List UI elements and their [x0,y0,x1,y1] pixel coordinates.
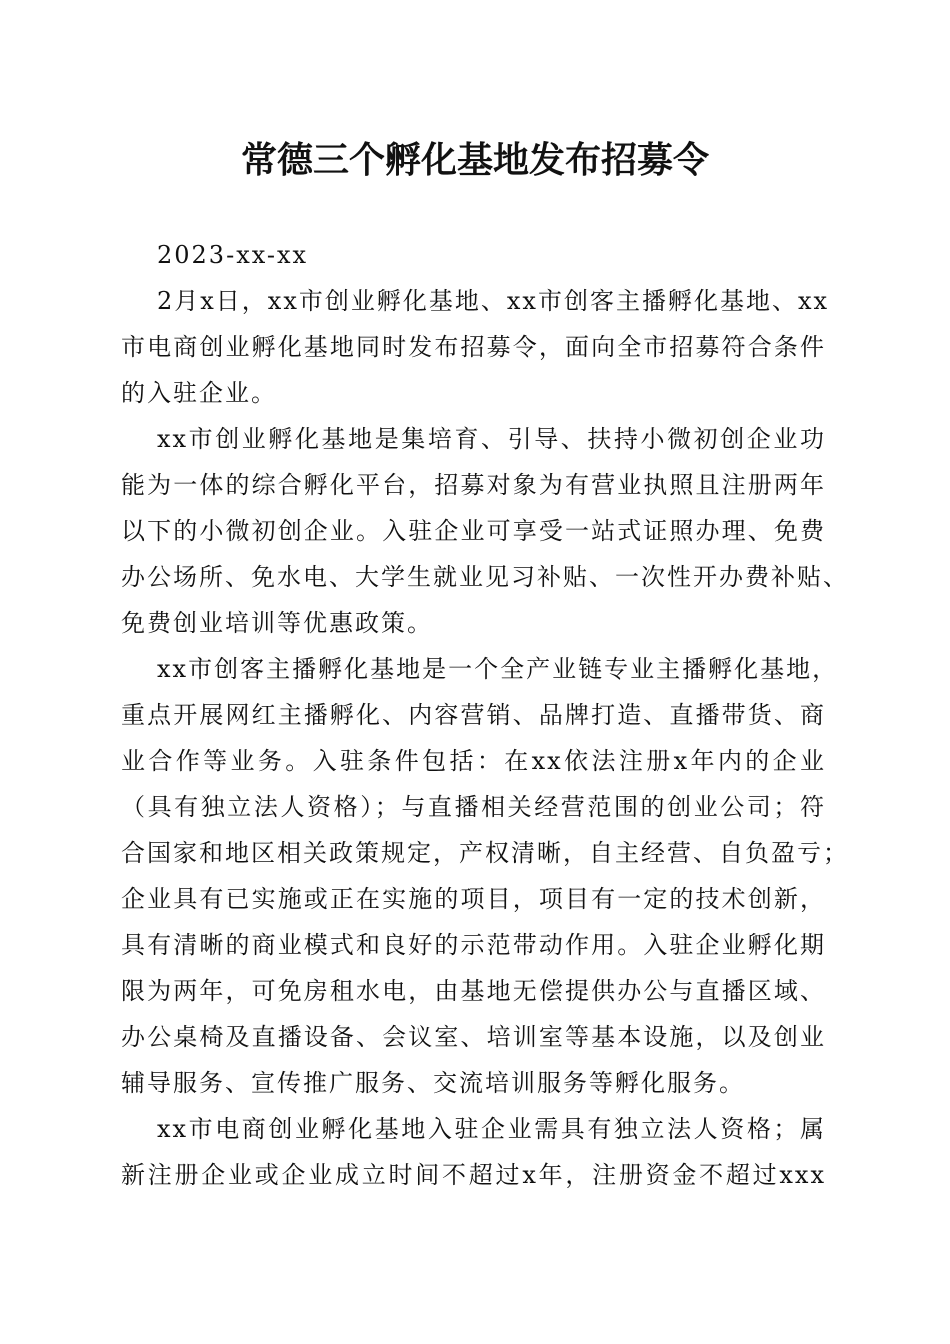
paragraph-line: 业合作等业务。入驻条件包括：在xx依法注册x年内的企业 [121,747,826,775]
paragraph-line: 以下的小微初创企业。入驻企业可享受一站式证照办理、免费 [121,517,826,545]
document-date: 2023-xx-xx [157,241,309,269]
paragraph-line: 合国家和地区相关政策规定，产权清晰，自主经营、自负盈亏； [121,839,849,867]
paragraph-line: xx市创业孵化基地是集培育、引导、扶持小微初创企业功 [157,425,826,453]
paragraph-line: 市电商创业孵化基地同时发布招募令，面向全市招募符合条件 [121,333,826,361]
paragraph-line: 企业具有已实施或正在实施的项目，项目有一定的技术创新， [121,885,826,913]
document-title: 常德三个孵化基地发布招募令 [240,139,709,181]
paragraph-line: 辅导服务、宣传推广服务、交流培训服务等孵化服务。 [121,1069,745,1097]
paragraph-4 [121,1106,826,1198]
paragraph-line: xx市电商创业孵化基地入驻企业需具有独立法人资格；属 [157,1115,826,1143]
paragraph-line: 办公场所、免水电、大学生就业见习补贴、一次性开办费补贴、 [121,563,849,591]
paragraph-line: 限为两年，可免房租水电，由基地无偿提供办公与直播区域、 [121,977,826,1005]
document-body [121,232,849,1198]
paragraph-1 [121,278,830,416]
paragraph-line: 新注册企业或企业成立时间不超过x年，注册资金不超过xxx [121,1161,826,1189]
paragraph-3 [121,646,849,1106]
paragraph-line: （具有独立法人资格）；与直播相关经营范围的创业公司；符 [121,793,826,821]
paragraph-line: 2月x日，xx市创业孵化基地、xx市创客主播孵化基地、xx [157,287,830,315]
paragraph-line: 免费创业培训等优惠政策。 [121,609,433,637]
paragraph-2 [121,416,849,646]
paragraph-line: 的入驻企业。 [121,379,277,407]
paragraph-line: 办公桌椅及直播设备、会议室、培训室等基本设施，以及创业 [121,1023,826,1051]
paragraph-line: 重点开展网红主播孵化、内容营销、品牌打造、直播带货、商 [121,701,826,729]
paragraph-line: xx市创客主播孵化基地是一个全产业链专业主播孵化基地， [157,655,839,683]
paragraph-line: 具有清晰的商业模式和良好的示范带动作用。入驻企业孵化期 [121,931,826,959]
paragraph-line: 能为一体的综合孵化平台，招募对象为有营业执照且注册两年 [121,471,826,499]
